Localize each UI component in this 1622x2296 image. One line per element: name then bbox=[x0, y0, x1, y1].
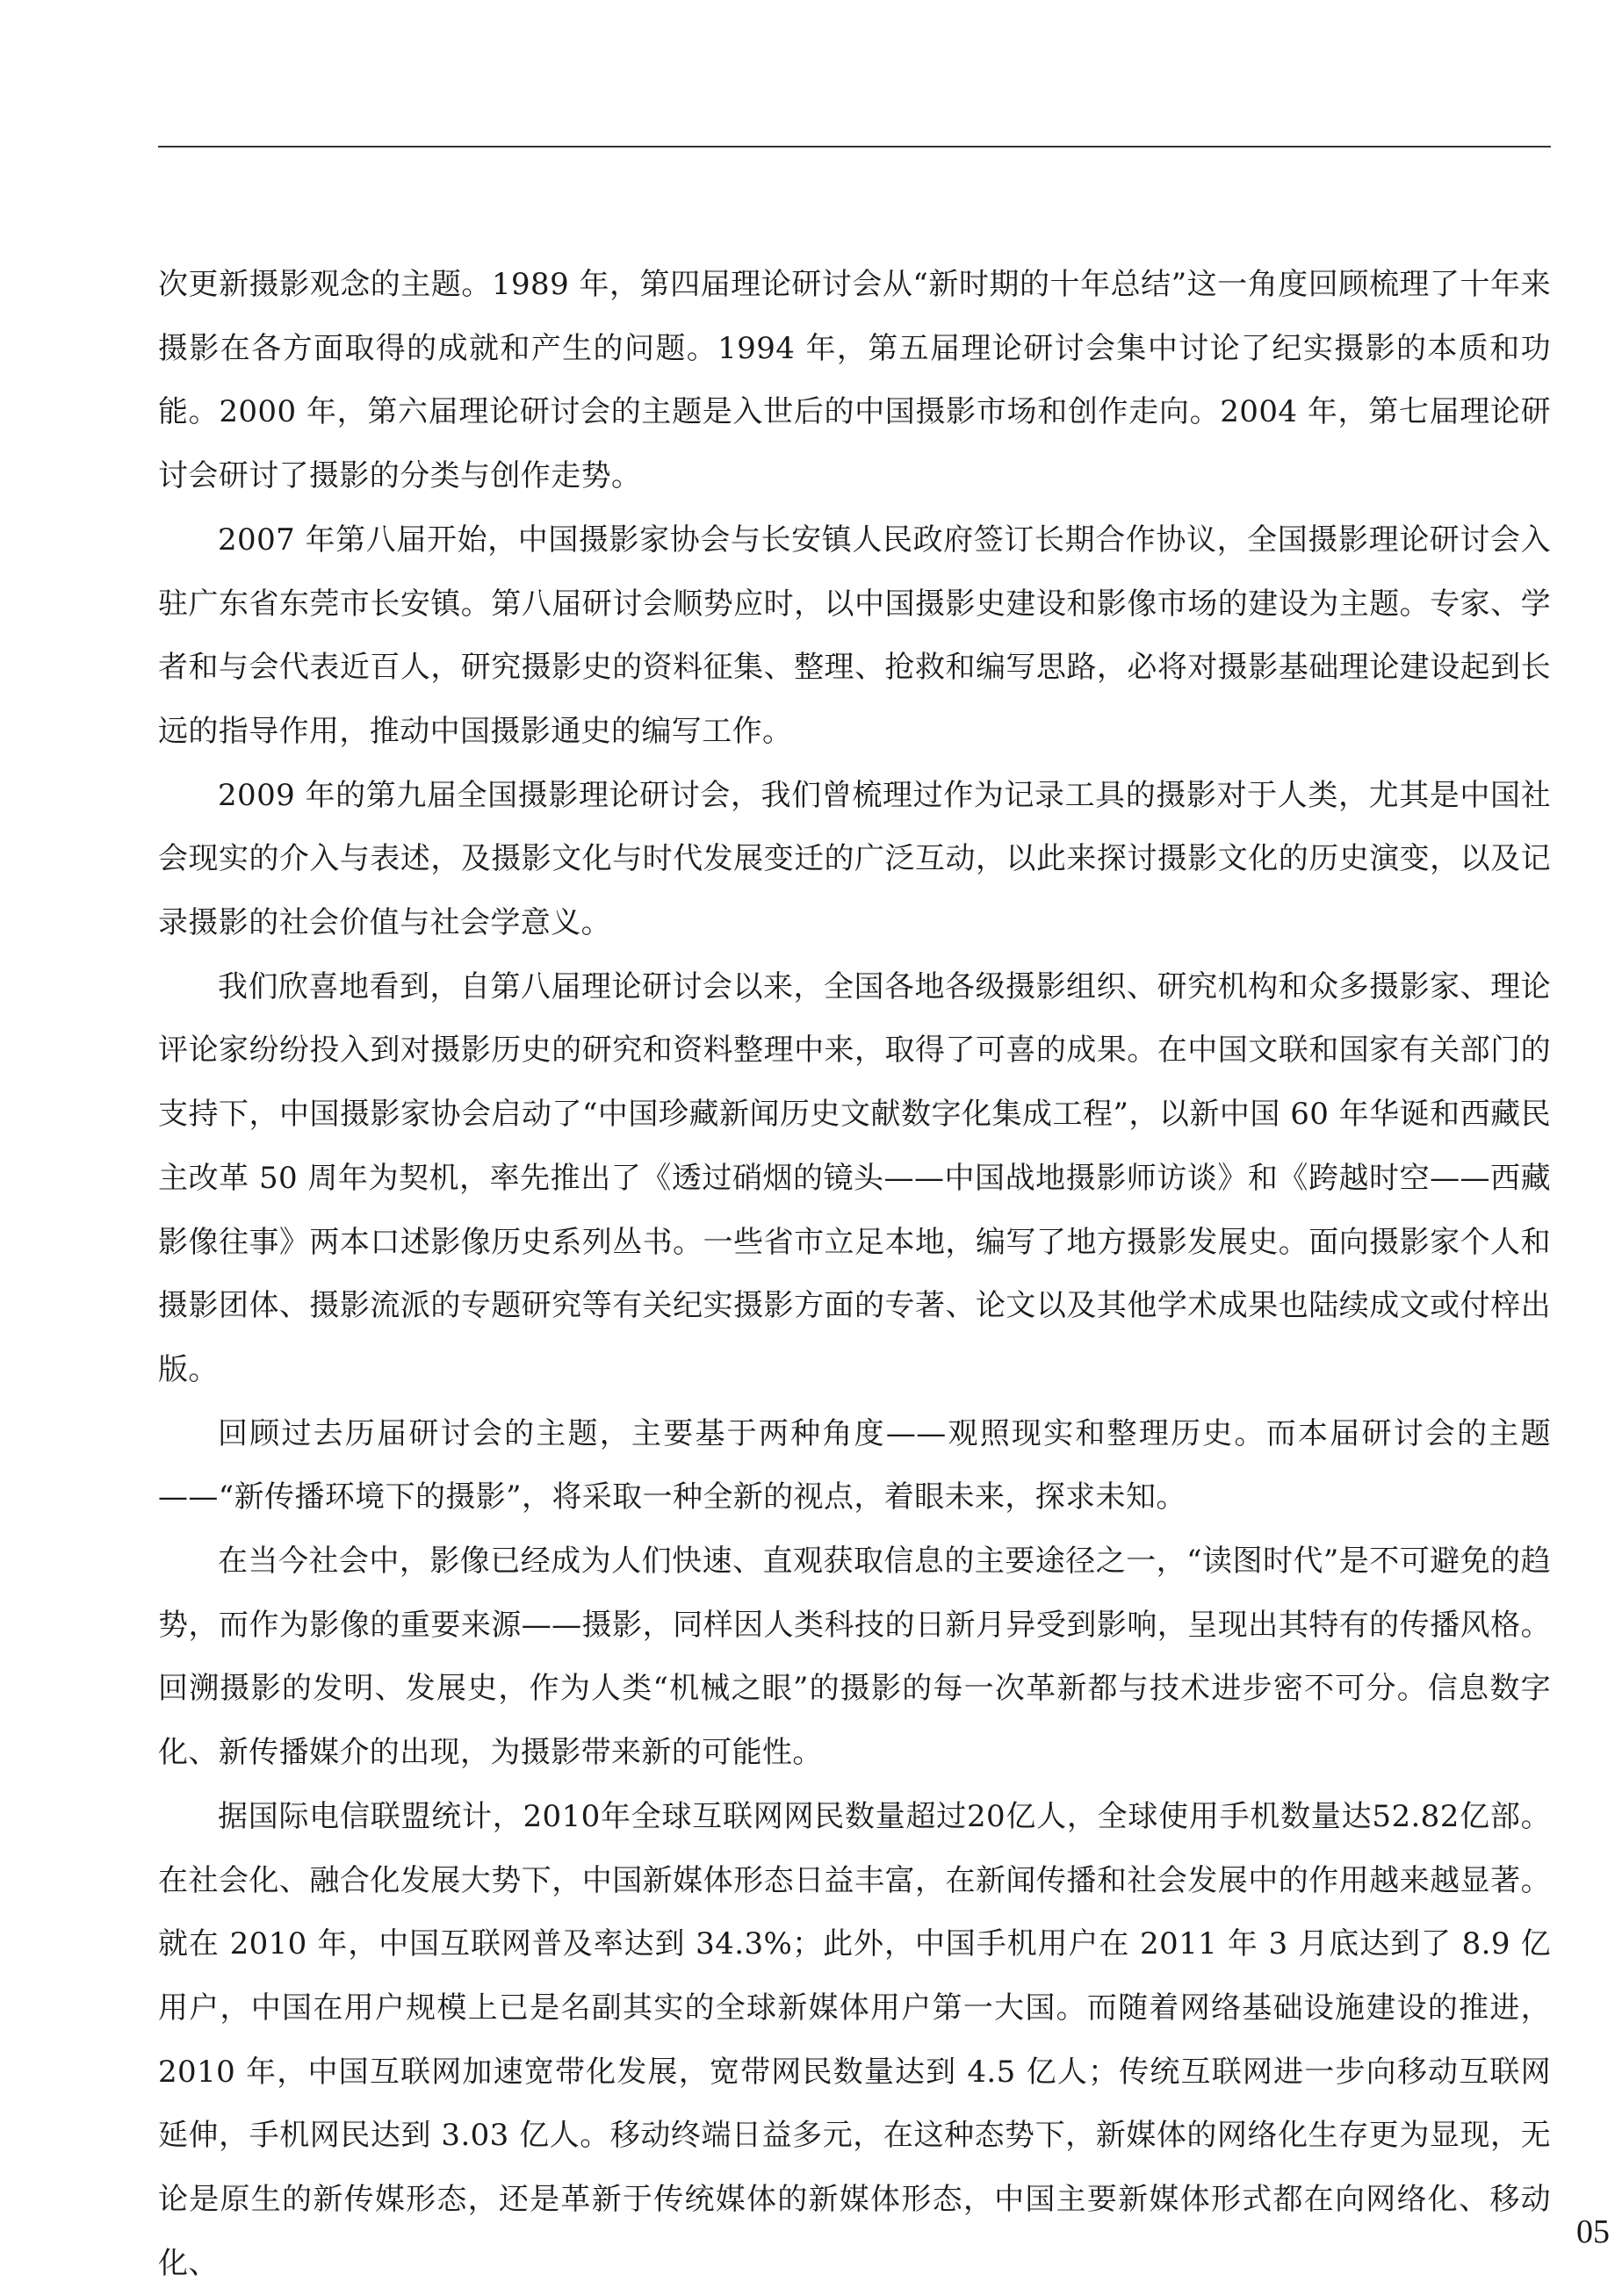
paragraph-2: 2007 年第八届开始，中国摄影家协会与长安镇人民政府签订长期合作协议，全国摄影理论研讨会入驻广东省东莞市长安镇。第八届研讨会顺势应时，以中国摄影史建设和影像市场的建设为主题。专家、学者和与会代表近百人，研究摄影史的资料征集、整理、抢救和编写思路，必将对摄影基础理论建设起到长远的指导作用，推动中国摄影通史的编写工作。 bbox=[158, 522, 1551, 749]
paragraph-3: 2009 年的第九届全国摄影理论研讨会，我们曾梳理过作为记录工具的摄影对于人类，尤其是中国社会现实的介入与表述，及摄影文化与时代发展变迁的广泛互动，以此来探讨摄影文化的历史演变，以及记录摄影的社会价值与社会学意义。 bbox=[158, 777, 1551, 941]
header-rule bbox=[158, 146, 1551, 148]
page-number: 05 bbox=[1576, 2213, 1610, 2250]
paragraph-4: 我们欣喜地看到，自第八届理论研讨会以来，全国各地各级摄影组织、研究机构和众多摄影家、理论评论家纷纷投入到对摄影历史的研究和资料整理中来，取得了可喜的成果。在中国文联和国家有关部门的支持下，中国摄影家协会启动了“中国珍藏新闻历史文献数字化集成工程”，以新中国 60 年华诞和西藏民主改革 50 周年为契机，率先推出了《透过硝烟的镜头——中国战地摄影师访谈》和《跨越时空——西藏影像往事》两本口述影像历史系列丛书。一些省市立足本地，编写了地方摄影发展史。面向摄影家个人和摄影团体、摄影流派的专题研究等有关纪实摄影方面的专著、论文以及其他学术成果也陆续成文或付梓出版。 bbox=[158, 968, 1551, 1387]
paragraph-5: 回顾过去历届研讨会的主题，主要基于两种角度——观照现实和整理历史。而本届研讨会的主题——“新传播环境下的摄影”，将采取一种全新的视点，着眼未来，探求未知。 bbox=[158, 1415, 1551, 1515]
body-text bbox=[158, 253, 1551, 2281]
paragraph-6: 在当今社会中，影像已经成为人们快速、直观获取信息的主要途径之一，“读图时代”是不可避免的趋势，而作为影像的重要来源——摄影，同样因人类科技的日新月异受到影响，呈现出其特有的传播风格。回溯摄影的发明、发展史，作为人类“机械之眼”的摄影的每一次革新都与技术进步密不可分。信息数字化、新传播媒介的出现，为摄影带来新的可能性。 bbox=[158, 1544, 1551, 1771]
paragraph-7: 据国际电信联盟统计，2010年全球互联网网民数量超过20亿人，全球使用手机数量达52.82亿部。在社会化、融合化发展大势下，中国新媒体形态日益丰富，在新闻传播和社会发展中的作用越来越显著。就在 2010 年，中国互联网普及率达到 34.3%；此外，中国手机用户在 2011 年 3 月底达到了 8.9 亿用户，中国在用户规模上已是名副其实的全球新媒体用户第一大国。而随着网络基础设施建设的推进，2010 年，中国互联网加速宽带化发展，宽带网民数量达到 4.5 亿人；传统互联网进一步向移动互联网延伸，手机网民达到 3.03 亿人。移动终端日益多元，在这种态势下，新媒体的网络化生存更为显现，无论是原生的新传媒形态，还是革新于传统媒体的新媒体形态，中国主要新媒体形式都在向网络化、移动化、 bbox=[158, 1798, 1551, 2281]
paragraph-1: 次更新摄影观念的主题。1989 年，第四届理论研讨会从“新时期的十年总结”这一角度回顾梳理了十年来摄影在各方面取得的成就和产生的问题。1994 年，第五届理论研讨会集中讨论了纪实摄影的本质和功能。2000 年，第六届理论研讨会的主题是入世后的中国摄影市场和创作走向。2004 年，第七届理论研讨会研讨了摄影的分类与创作走势。 bbox=[158, 267, 1551, 494]
